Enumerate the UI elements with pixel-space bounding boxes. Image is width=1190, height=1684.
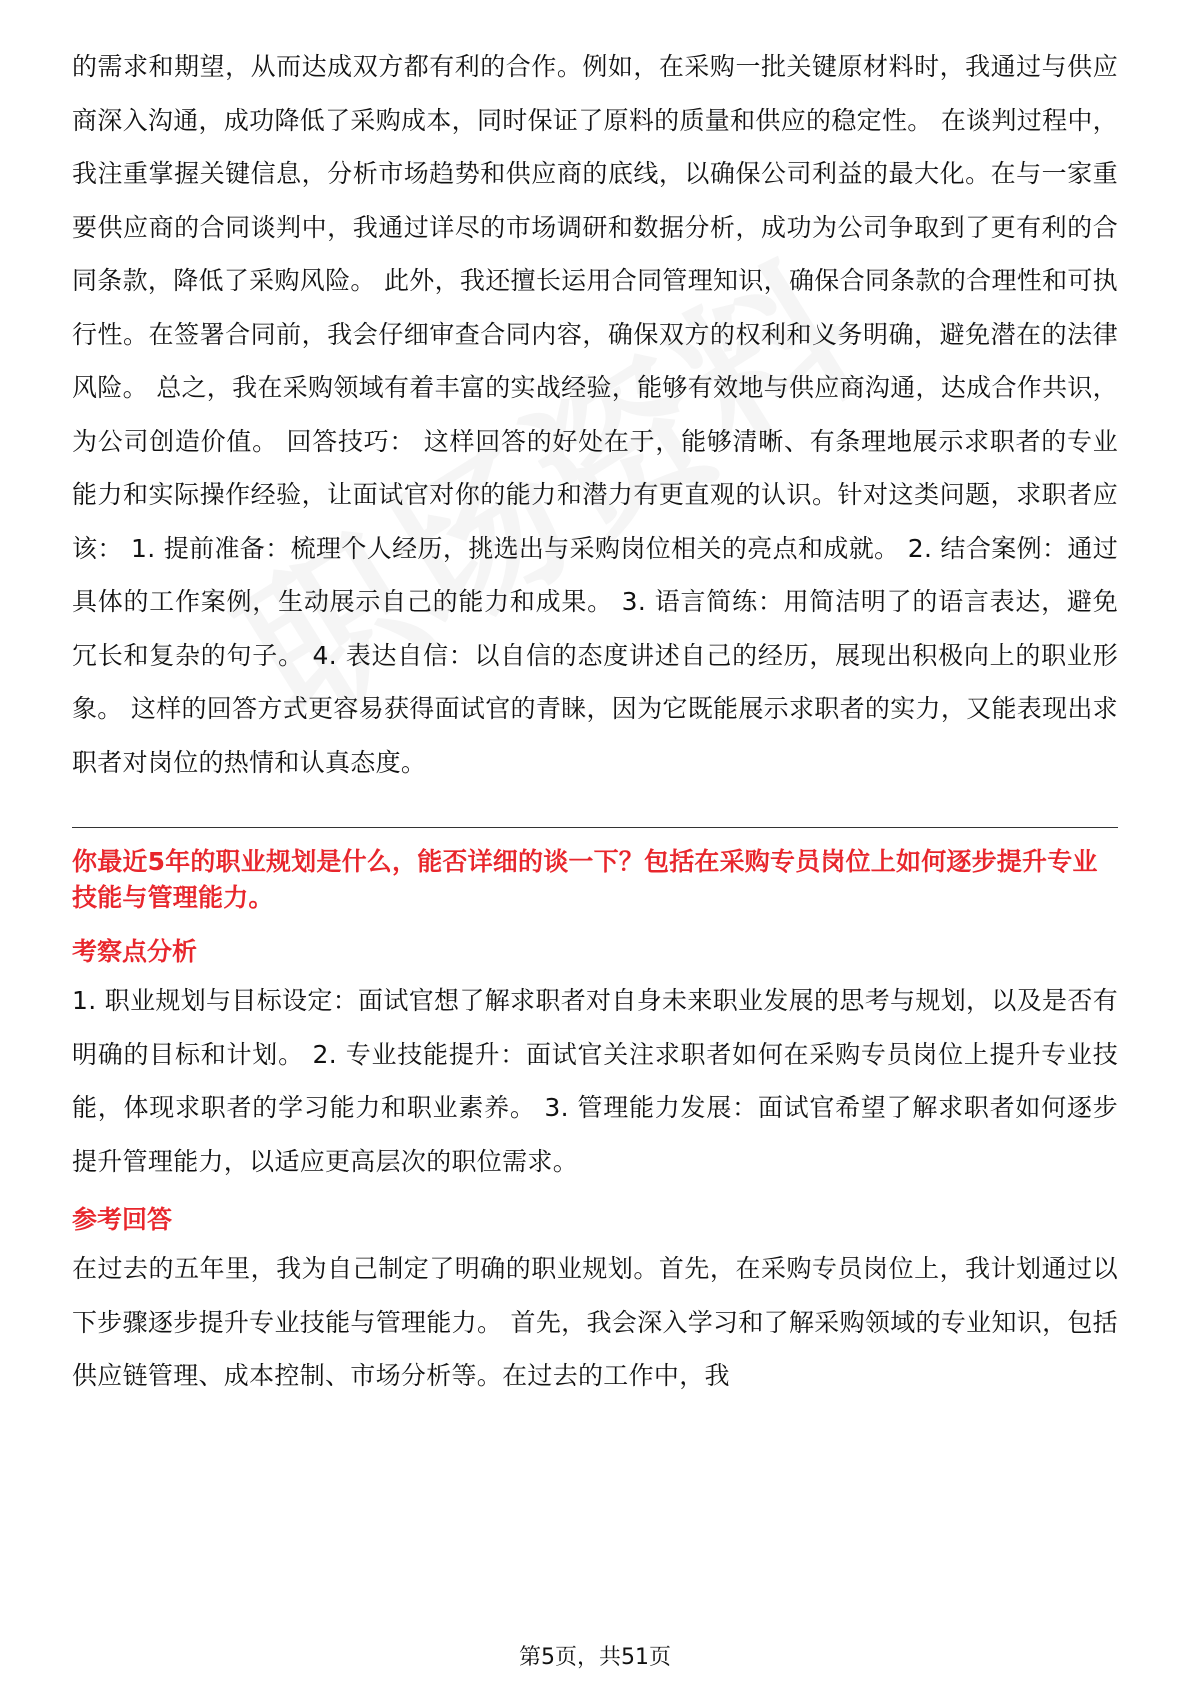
analysis-section — [72, 934, 1118, 1188]
section-gap — [72, 1188, 1118, 1202]
reference-heading: 参考回答 — [72, 1205, 173, 1234]
reference-section — [72, 1202, 1118, 1403]
section-divider — [72, 827, 1118, 828]
interview-question: 你最近5年的职业规划是什么，能否详细的谈一下？包括在采购专员岗位上如何逐步提升专业技能与管理能力。 — [72, 847, 1098, 912]
reference-text: 在过去的五年里，我为自己制定了明确的职业规划。首先，在采购专员岗位上，我计划通过以下步骤逐步提升专业技能与管理能力。 首先，我会深入学习和了解采购领域的专业知识，包括供应链管理、成本控制、市场分析等。在过去的工作中，我 — [72, 1254, 1118, 1390]
page-number-footer: 第5页，共51页 — [519, 1645, 671, 1670]
analysis-heading: 考察点分析 — [72, 937, 198, 966]
analysis-text: 1. 职业规划与目标设定：面试官想了解求职者对自身未来职业发展的思考与规划，以及是否有明确的目标和计划。 2. 专业技能提升：面试官关注求职者如何在采购专员岗位上提升专业技能，体现求职者的学习能力和职业素养。 3. 管理能力发展：面试官希望了解求职者如何逐步提升管理能力，以适应更高层次的职位需求。 — [72, 986, 1118, 1176]
document-content — [72, 40, 1118, 1403]
intro-paragraph: 的需求和期望，从而达成双方都有利的合作。例如，在采购一批关键原材料时，我通过与供应商深入沟通，成功降低了采购成本，同时保证了原料的质量和供应的稳定性。 在谈判过程中，我注重掌握关键信息，分析市场趋势和供应商的底线，以确保公司利益的最大化。在与一家重要供应商的合同谈判中，我通过详尽的市场调研和数据分析，成功为公司争取到了更有利的合同条款，降低了采购风险。 此外，我还擅长运用合同管理知识，确保合同条款的合理性和可执行性。在签署合同前，我会仔细审查合同内容，确保双方的权利和义务明确，避免潜在的法律风险。 总之，我在采购领域有着丰富的实战经验，能够有效地与供应商沟通，达成合作共识，为公司创造价值。 回答技巧： 这样回答的好处在于，能够清晰、有条理地展示求职者的专业能力和实际操作经验，让面试官对你的能力和潜力有更直观的认识。针对这类问题，求职者应该： 1. 提前准备：梳理个人经历，挑选出与采购岗位相关的亮点和成就。 2. 结合案例：通过具体的工作案例，生动展示自己的能力和成果。 3. 语言简练：用简洁明了的语言表达，避免冗长和复杂的句子。 4. 表达自信：以自信的态度讲述自己的经历，展现出积极向上的职业形象。 这样的回答方式更容易获得面试官的青睐，因为它既能展示求职者的实力，又能表现出求职者对岗位的热情和认真态度。 — [72, 52, 1118, 777]
